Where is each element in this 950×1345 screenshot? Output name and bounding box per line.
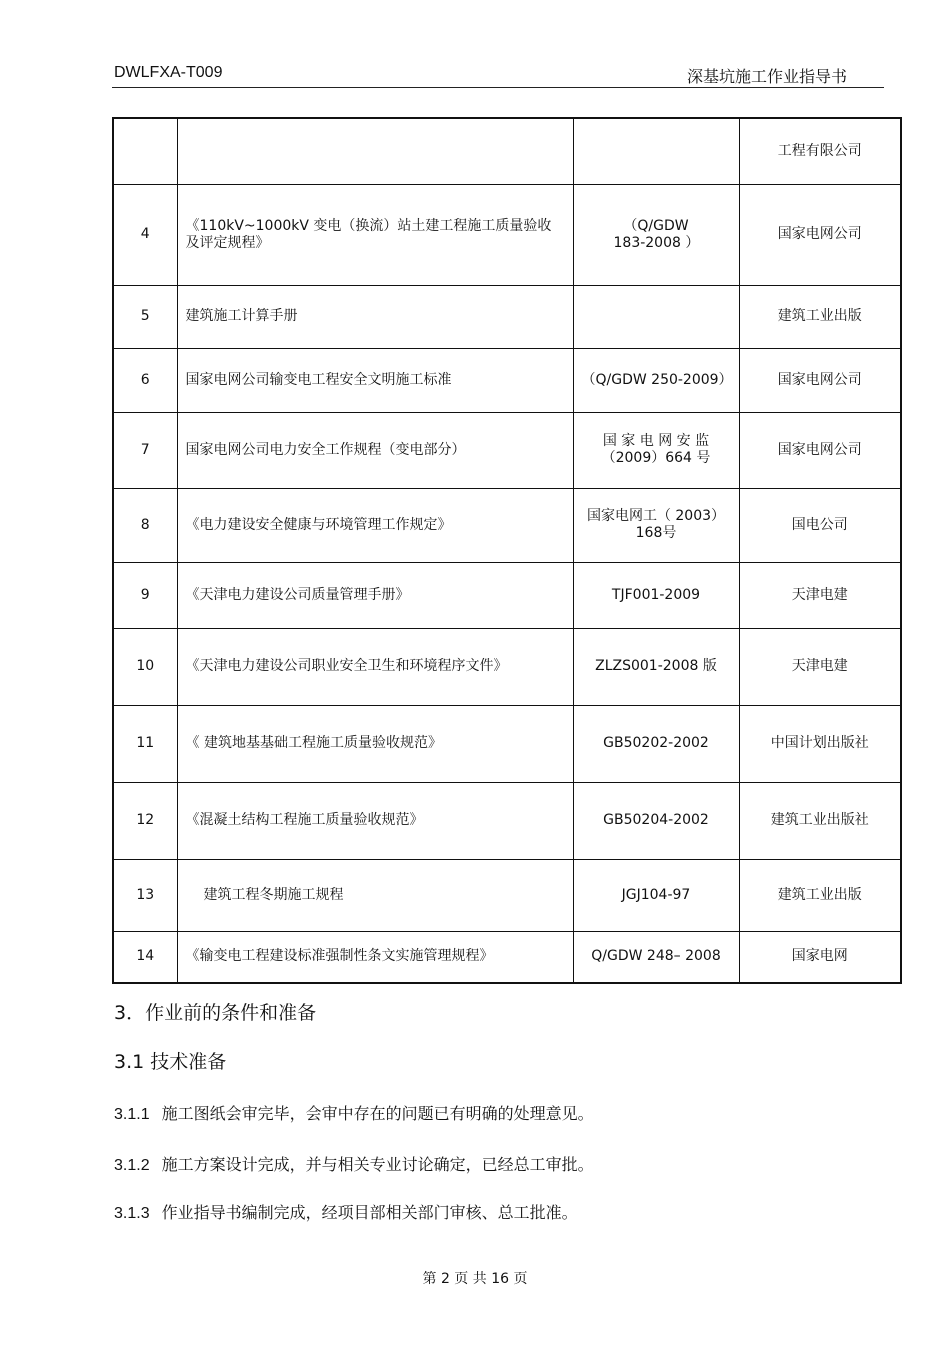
standard-name: 国家电网公司输变电工程安全文明施工标准 bbox=[177, 348, 573, 412]
row-number bbox=[113, 118, 177, 184]
standard-code: 国家电网工（ 2003）168号 bbox=[573, 488, 739, 562]
item-text: 施工方案设计完成，并与相关专业讨论确定，已经总工审批。 bbox=[161, 1155, 594, 1174]
table-row bbox=[113, 348, 901, 412]
standard-name: 《混凝土结构工程施工质量验收规范》 bbox=[177, 782, 573, 859]
table-row bbox=[113, 562, 901, 628]
row-number: 14 bbox=[113, 931, 177, 983]
row-number: 9 bbox=[113, 562, 177, 628]
page-number: 第 2 页 共 16 页 bbox=[422, 1271, 528, 1287]
document-title: 深基坑施工作业指导书 bbox=[686, 67, 847, 86]
standard-code: （Q/GDW 250-2009） bbox=[573, 348, 739, 412]
row-number: 13 bbox=[113, 859, 177, 931]
publisher: 建筑工业出版 bbox=[739, 285, 901, 348]
standard-code bbox=[573, 118, 739, 184]
standard-name: 《110kV~1000kV 变电（换流）站土建工程施工质量验收及评定规程》 bbox=[177, 184, 573, 285]
publisher: 国家电网公司 bbox=[739, 348, 901, 412]
publisher: 天津电建 bbox=[739, 562, 901, 628]
standard-name: 《天津电力建设公司质量管理手册》 bbox=[177, 562, 573, 628]
row-number: 11 bbox=[113, 705, 177, 782]
table-row bbox=[113, 412, 901, 488]
standard-name: 《输变电工程建设标准强制性条文实施管理规程》 bbox=[177, 931, 573, 983]
document-code: DWLFXA-T009 bbox=[114, 64, 223, 81]
list-item bbox=[114, 1152, 594, 1175]
standard-code: JGJ104-97 bbox=[573, 859, 739, 931]
row-number: 7 bbox=[113, 412, 177, 488]
standard-code bbox=[573, 285, 739, 348]
table-row bbox=[113, 118, 901, 184]
publisher: 国电公司 bbox=[739, 488, 901, 562]
header-divider bbox=[112, 87, 884, 88]
publisher: 国家电网公司 bbox=[739, 412, 901, 488]
publisher: 建筑工业出版 bbox=[739, 859, 901, 931]
publisher: 国家电网 bbox=[739, 931, 901, 983]
standard-code: TJF001-2009 bbox=[573, 562, 739, 628]
standard-name: 国家电网公司电力安全工作规程（变电部分） bbox=[177, 412, 573, 488]
table-row bbox=[113, 488, 901, 562]
table-row bbox=[113, 184, 901, 285]
publisher: 国家电网公司 bbox=[739, 184, 901, 285]
reference-standards-table bbox=[112, 117, 902, 984]
table-row bbox=[113, 859, 901, 931]
list-item bbox=[114, 1200, 578, 1223]
item-number: 3.1.2 bbox=[114, 1157, 150, 1174]
row-number: 6 bbox=[113, 348, 177, 412]
section-heading: 3．作业前的条件和准备 bbox=[114, 1002, 317, 1024]
standard-code: （Q/GDW 183-2008 ） bbox=[573, 184, 739, 285]
standard-name: 建筑施工计算手册 bbox=[177, 285, 573, 348]
publisher: 中国计划出版社 bbox=[739, 705, 901, 782]
publisher: 建筑工业出版社 bbox=[739, 782, 901, 859]
row-number: 10 bbox=[113, 628, 177, 705]
row-number: 5 bbox=[113, 285, 177, 348]
publisher: 工程有限公司 bbox=[739, 118, 901, 184]
standard-name: 《 建筑地基基础工程施工质量验收规范》 bbox=[177, 705, 573, 782]
table-row bbox=[113, 628, 901, 705]
standard-code: GB50202-2002 bbox=[573, 705, 739, 782]
standard-code: ZLZS001-2008 版 bbox=[573, 628, 739, 705]
item-text: 施工图纸会审完毕，会审中存在的问题已有明确的处理意见。 bbox=[161, 1104, 594, 1123]
table-row bbox=[113, 931, 901, 983]
item-number: 3.1.1 bbox=[114, 1106, 150, 1123]
row-number: 4 bbox=[113, 184, 177, 285]
table-row bbox=[113, 705, 901, 782]
standard-name: 《天津电力建设公司职业安全卫生和环境程序文件》 bbox=[177, 628, 573, 705]
item-text: 作业指导书编制完成，经项目部相关部门审核、总工批准。 bbox=[161, 1203, 578, 1222]
row-number: 8 bbox=[113, 488, 177, 562]
standard-code: 国 家 电 网 安 监（2009）664 号 bbox=[573, 412, 739, 488]
table-row bbox=[113, 285, 901, 348]
row-number: 12 bbox=[113, 782, 177, 859]
standard-name bbox=[177, 118, 573, 184]
standard-name: 建筑工程冬期施工规程 bbox=[177, 859, 573, 931]
list-item bbox=[114, 1101, 594, 1124]
table-row bbox=[113, 782, 901, 859]
publisher: 天津电建 bbox=[739, 628, 901, 705]
standard-code: Q/GDW 248– 2008 bbox=[573, 931, 739, 983]
item-number: 3.1.3 bbox=[114, 1205, 150, 1222]
standard-code: GB50204-2002 bbox=[573, 782, 739, 859]
subsection-heading: 3.1 技术准备 bbox=[114, 1051, 227, 1073]
standard-name: 《电力建设安全健康与环境管理工作规定》 bbox=[177, 488, 573, 562]
